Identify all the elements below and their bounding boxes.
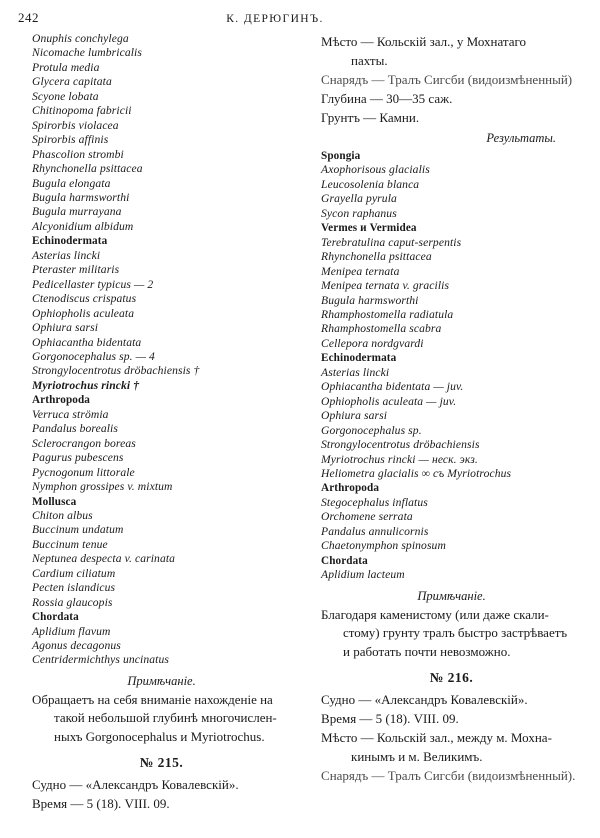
page-number: 242	[18, 10, 39, 25]
field-time: Время — 5 (18). VIII. 09.	[32, 796, 170, 812]
field-depth: Глубина — 30—35 саж.	[321, 91, 453, 106]
group-heading: Vermes и Vermidea	[321, 222, 417, 235]
list-item: Rhamphostomella scabra	[321, 322, 442, 336]
note-line: и работать почти невозможно.	[343, 643, 511, 659]
list-item: Sclerocrangon boreas	[32, 436, 136, 450]
list-item: Menipea ternata	[321, 264, 400, 278]
list-item: Rhamphostomella radiatula	[321, 307, 454, 321]
list-item: Gorgonocephalus sp.	[321, 423, 422, 437]
list-item: Myriotrochus rincki — неск. экз.	[321, 452, 478, 466]
list-item: Nicomache lumbricalis	[32, 46, 142, 60]
list-item: Scyone lobata	[32, 89, 99, 103]
field-time: Время — 5 (18). VIII. 09.	[321, 711, 459, 727]
list-item: Rhynchonella psittacea	[321, 250, 432, 264]
field-ship: Судно — «Александръ Ковалевскій».	[321, 692, 528, 708]
note-paragraph	[321, 606, 582, 662]
field-ground: Грунтъ — Камни.	[321, 110, 420, 125]
group-heading: Spongia	[321, 150, 361, 162]
list-item: Orchomene serrata	[321, 510, 413, 524]
field-place-line1: Мѣсто — Кольскій зал., между м. Мохна-	[321, 730, 552, 746]
list-item: Pagurus pubescens	[32, 451, 124, 465]
list-item: Buccinum undatum	[32, 523, 124, 537]
note-line: ныхъ Gorgonocephalus и Myriotrochus.	[54, 728, 265, 744]
results-heading: Результаты.	[486, 131, 556, 145]
list-item: Rossia glaucopis	[32, 595, 113, 609]
list-item: Sycon raphanus	[321, 206, 397, 220]
note-heading: Примѣчаніе.	[417, 588, 486, 603]
list-item: Heliometra glacialis ∞ съ Myriotrochus	[321, 466, 512, 480]
group-heading: Arthropoda	[32, 394, 90, 407]
list-item: Grayella pyrula	[321, 192, 397, 206]
list-item: Chitinopoma fabricii	[32, 104, 132, 118]
list-item: Axophorisous glacialis	[321, 163, 430, 177]
list-item: Ophiura sarsi	[321, 409, 388, 423]
list-item: Spirorbis affinis	[32, 133, 109, 147]
entry-number: № 216.	[429, 670, 474, 686]
list-item: Nymphon grossipes v. mixtum	[32, 480, 173, 494]
list-item: Glycera capitata	[32, 75, 112, 89]
note-heading: Примѣчаніе.	[127, 673, 196, 688]
field-place-line2: кинымъ и м. Великимъ.	[351, 749, 483, 765]
list-item: Pecten islandicus	[32, 581, 116, 595]
field-gear: Снарядъ — Тралъ Сигсби (видоизмѣненный)	[321, 72, 573, 87]
list-item: Ophiopholis aculeata	[32, 306, 135, 320]
right-column	[309, 32, 582, 832]
field-place-line2: пахты.	[351, 53, 388, 68]
list-item: Strongylocentrotus dröbachiensis †	[32, 364, 200, 378]
list-item: Gorgonocephalus sp. — 4	[32, 349, 155, 363]
list-item: Neptunea despecta v. carinata	[32, 552, 176, 566]
field-place	[321, 728, 582, 766]
field-place-line1: Мѣсто — Кольскій зал., у Мохнатаго	[321, 34, 527, 49]
field-ship: Судно — «Александръ Ковалевскій».	[32, 777, 239, 793]
list-item: Onuphis conchylega	[32, 32, 129, 45]
list-item: Ophiacantha bidentata — juv.	[321, 380, 464, 394]
list-item: Ophiacantha bidentata	[32, 335, 142, 349]
list-item: Aplidium lacteum	[321, 568, 405, 582]
list-item: Agonus decagonus	[32, 639, 121, 653]
note-line: Благодаря каменистому (или даже скали-	[321, 606, 549, 622]
note-line: Обращаетъ на себя вниманіе нахожденіе на	[32, 691, 273, 707]
entry-number: № 215.	[139, 755, 184, 771]
list-item: Myriotrochus rincki †	[32, 378, 140, 392]
group-heading: Chordata	[32, 611, 79, 624]
group-heading: Chordata	[321, 554, 368, 567]
list-item: Cardium ciliatum	[32, 566, 116, 580]
list-item: Verruca strömia	[32, 407, 109, 421]
field-place	[321, 32, 582, 70]
list-item: Ophiura sarsi	[32, 321, 99, 335]
list-item: Protula media	[32, 60, 100, 74]
running-head: К. ДЕРЮГИНЪ.	[226, 13, 324, 25]
list-item: Aplidium flavum	[32, 624, 111, 638]
note-line: стому) грунту тралъ быстро застрѣваетъ	[343, 625, 568, 641]
list-item: Bugula elongata	[32, 176, 111, 190]
group-heading: Echinodermata	[32, 235, 108, 248]
two-column-body	[18, 32, 582, 832]
list-item: Chiton albus	[32, 508, 93, 522]
note-line: такой небольшой глубинѣ многочислен-	[54, 710, 277, 726]
group-heading: Arthropoda	[321, 482, 380, 495]
list-item: Asterias lincki	[32, 248, 101, 262]
group-heading: Echinodermata	[321, 352, 397, 365]
field-gear: Снарядъ — Тралъ Сигсби (видоизмѣненный).	[321, 768, 576, 784]
list-item: Pycnogonum littorale	[32, 465, 135, 479]
list-item: Stegocephalus inflatus	[321, 495, 428, 509]
list-item: Ophiopholis aculeata — juv.	[321, 394, 457, 408]
list-item: Buccinum tenue	[32, 537, 108, 551]
note-paragraph	[32, 691, 291, 747]
list-item: Chaetonymphon spinosum	[321, 539, 446, 553]
left-species-list	[32, 32, 291, 668]
list-item: Rhynchonella psittacea	[32, 162, 143, 176]
list-item: Pedicellaster typicus — 2	[32, 277, 154, 291]
list-item: Pandalus annulicornis	[321, 524, 429, 538]
right-species-list	[321, 149, 582, 583]
list-item: Bugula harmsworthi	[32, 190, 130, 204]
list-item: Alcyonidium albidum	[32, 219, 134, 233]
page-header	[18, 10, 582, 26]
list-item: Pteraster militaris	[32, 263, 120, 277]
list-item: Phascolion strombi	[32, 147, 124, 161]
list-item: Ctenodiscus crispatus	[32, 292, 137, 306]
list-item: Bugula murrayana	[32, 205, 122, 219]
list-item: Cellepora nordgvardi	[321, 336, 424, 350]
list-item: Strongylocentrotus dröbachiensis	[321, 438, 480, 452]
left-column	[18, 32, 291, 832]
list-item: Asterias lincki	[321, 365, 390, 379]
group-heading: Mollusca	[32, 495, 77, 508]
list-item: Terebratulina caput-serpentis	[321, 235, 462, 249]
list-item: Leucosolenia blanca	[321, 177, 420, 191]
list-item: Spirorbis violacea	[32, 118, 119, 132]
list-item: Pandalus borealis	[32, 422, 118, 436]
list-item: Bugula harmsworthi	[321, 293, 419, 307]
list-item: Centridermichthys uncinatus	[32, 653, 169, 667]
list-item: Menipea ternata v. gracilis	[321, 279, 450, 293]
